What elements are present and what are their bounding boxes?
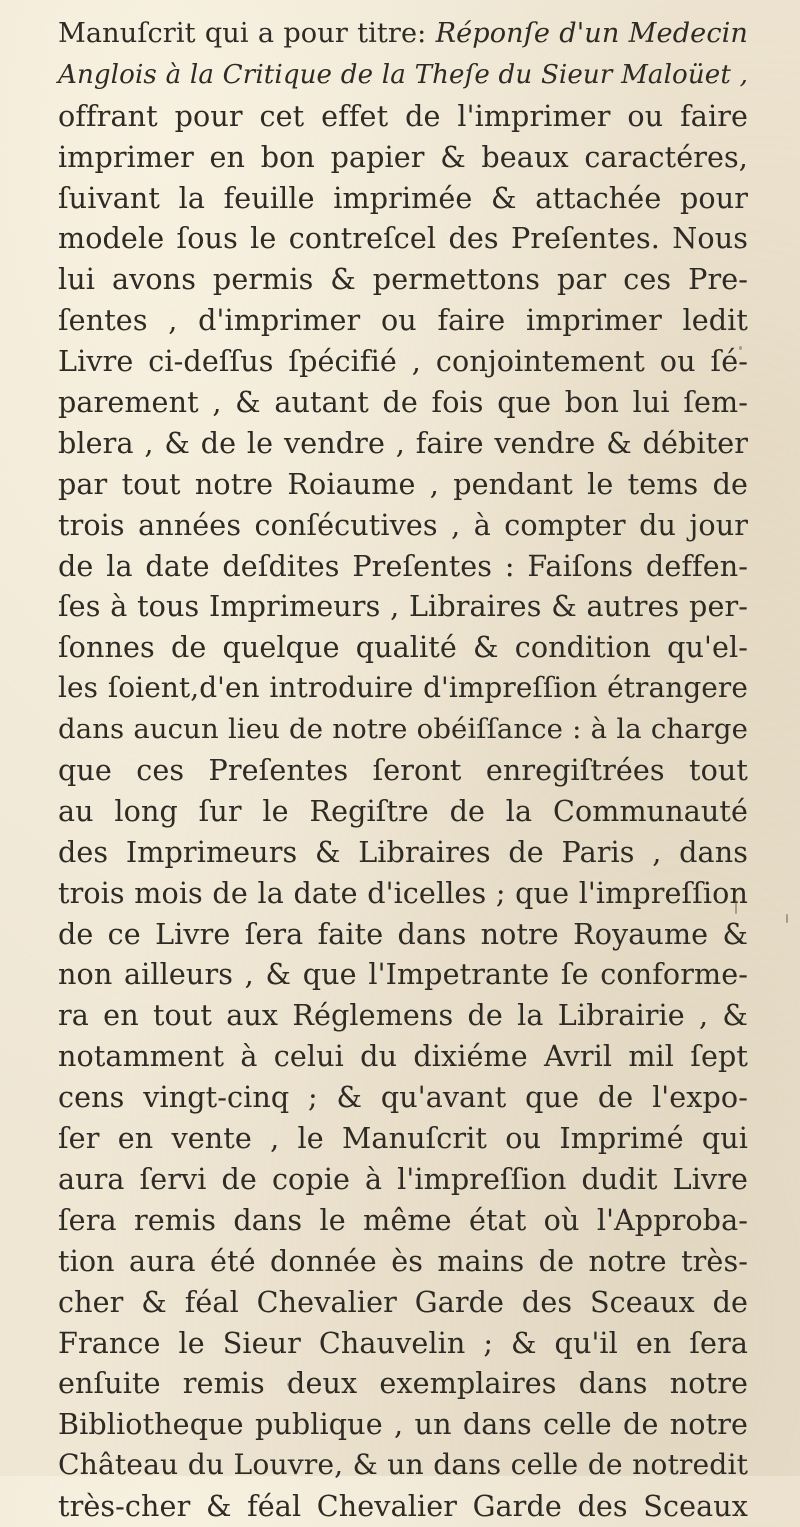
text-line bbox=[58, 1282, 748, 1323]
text-line bbox=[58, 218, 748, 259]
text-line bbox=[58, 873, 748, 914]
text-segment: au long ſur le Regiſtre de la Communauté bbox=[58, 793, 748, 828]
text-segment: lui avons permis & permettons par ces Pre- bbox=[58, 262, 748, 297]
text-line bbox=[58, 96, 748, 137]
text-line bbox=[58, 546, 748, 587]
italic-text-segment: Réponſe d'un Medecin bbox=[435, 18, 748, 49]
ink-speck bbox=[786, 914, 788, 923]
text-segment: ſentes , d'imprimer ou faire imprimer ledit bbox=[58, 303, 748, 338]
text-segment: ra en tout aux Réglemens de la Librairie , & bbox=[58, 998, 748, 1033]
text-line bbox=[58, 137, 748, 178]
text-segment: par tout notre Roiaume , pendant le tems de bbox=[58, 466, 748, 501]
text-line bbox=[58, 586, 748, 627]
text-line bbox=[58, 750, 748, 791]
text-segment: enſuite remis deux exemplaires dans notre bbox=[58, 1366, 748, 1401]
text-line bbox=[58, 341, 748, 382]
text-segment: offrant pour cet effet de l'imprimer ou faire bbox=[58, 98, 748, 133]
text-line bbox=[58, 832, 748, 873]
text-line bbox=[58, 1323, 748, 1364]
text-segment: Livre ci-deſſus ſpécifié , conjointement ou ſé- bbox=[58, 344, 748, 379]
text-line bbox=[58, 55, 748, 96]
text-segment: ſes à tous Imprimeurs , Libraires & autres per- bbox=[58, 589, 748, 624]
text-segment: blera , & de le vendre , faire vendre & débiter bbox=[58, 425, 748, 460]
text-line bbox=[58, 1445, 748, 1486]
text-line bbox=[58, 791, 748, 832]
text-line bbox=[58, 505, 748, 546]
text-segment: cens vingt-cinq ; & qu'avant que de l'expo- bbox=[58, 1080, 748, 1115]
text-line bbox=[58, 995, 748, 1036]
text-segment: ſonnes de quelque qualité & condition qu'el- bbox=[58, 630, 748, 665]
text-line bbox=[58, 627, 748, 668]
text-segment: tion aura été donnée ès mains de notre très- bbox=[58, 1243, 748, 1278]
text-segment: imprimer en bon papier & beaux caractéres, bbox=[58, 139, 748, 174]
text-line bbox=[58, 668, 748, 709]
text-line bbox=[58, 382, 748, 423]
text-segment: des Imprimeurs & Libraires de Paris , dans bbox=[58, 834, 748, 869]
text-segment: que ces Preſentes ſeront enregiſtrées tout bbox=[58, 753, 748, 788]
text-line bbox=[58, 1036, 748, 1077]
text-line bbox=[58, 1404, 748, 1445]
text-segment: de la date deſdites Preſentes : Faiſons deffen- bbox=[58, 548, 748, 583]
text-segment: modele ſous le contreſcel des Preſentes. Nous bbox=[58, 221, 748, 256]
text-segment: non ailleurs , & que l'Impetrante ſe conforme- bbox=[58, 957, 748, 992]
text-line bbox=[58, 1200, 748, 1241]
text-line bbox=[58, 178, 748, 219]
text-segment: ſera remis dans le même état où l'Approba- bbox=[58, 1202, 748, 1237]
text-line bbox=[58, 1077, 748, 1118]
text-segment: Château du Louvre, & un dans celle de notredit bbox=[58, 1448, 748, 1482]
text-line bbox=[58, 1118, 748, 1159]
text-line bbox=[58, 709, 748, 750]
text-segment: de ce Livre ſera faite dans notre Royaume & bbox=[58, 916, 748, 951]
privilege-text-body bbox=[58, 14, 748, 1527]
text-segment: ſer en vente , le Manuſcrit ou Imprimé qui bbox=[58, 1121, 748, 1156]
ink-speck bbox=[735, 900, 737, 914]
text-line bbox=[58, 259, 748, 300]
italic-text-segment: Anglois à la Critique de la Theſe du Sieur Maloüet , bbox=[58, 59, 748, 90]
text-line bbox=[58, 914, 748, 955]
text-segment: très-cher & féal Chevalier Garde des Sceaux bbox=[58, 1489, 748, 1524]
text-segment: parement , & autant de fois que bon lui ſem- bbox=[58, 385, 748, 420]
text-segment: Bibliotheque publique , un dans celle de notre bbox=[58, 1407, 748, 1442]
ink-speck bbox=[287, 1383, 290, 1386]
text-segment: Manuſcrit qui a pour titre: bbox=[58, 18, 436, 49]
text-line bbox=[58, 300, 748, 341]
text-segment: trois mois de la date d'icelles ; que l'impreſſion bbox=[58, 875, 748, 910]
text-segment: cher & féal Chevalier Garde des Sceaux de bbox=[58, 1284, 748, 1319]
text-segment: ſuivant la feuille imprimée & attachée pour bbox=[58, 180, 748, 215]
text-line bbox=[58, 1159, 748, 1200]
text-segment: trois années conſécutives , à compter du jour bbox=[58, 507, 748, 542]
ink-speck bbox=[739, 346, 742, 350]
text-segment: les ſoient,d'en introduire d'impreſſion étrangere bbox=[58, 671, 748, 705]
text-segment: France le Sieur Chauvelin ; & qu'il en ſera bbox=[58, 1325, 748, 1360]
text-line bbox=[58, 1363, 748, 1404]
text-segment: aura ſervi de copie à l'impreſſion dudit Livre bbox=[58, 1161, 748, 1196]
text-line bbox=[58, 14, 748, 55]
text-line bbox=[58, 1486, 748, 1527]
text-segment: notamment à celui du dixiéme Avril mil ſept bbox=[58, 1039, 748, 1074]
text-line bbox=[58, 423, 748, 464]
text-segment: dans aucun lieu de notre obéiſſance : à la charge bbox=[58, 713, 748, 746]
text-line bbox=[58, 1241, 748, 1282]
text-line bbox=[58, 464, 748, 505]
text-line bbox=[58, 954, 748, 995]
